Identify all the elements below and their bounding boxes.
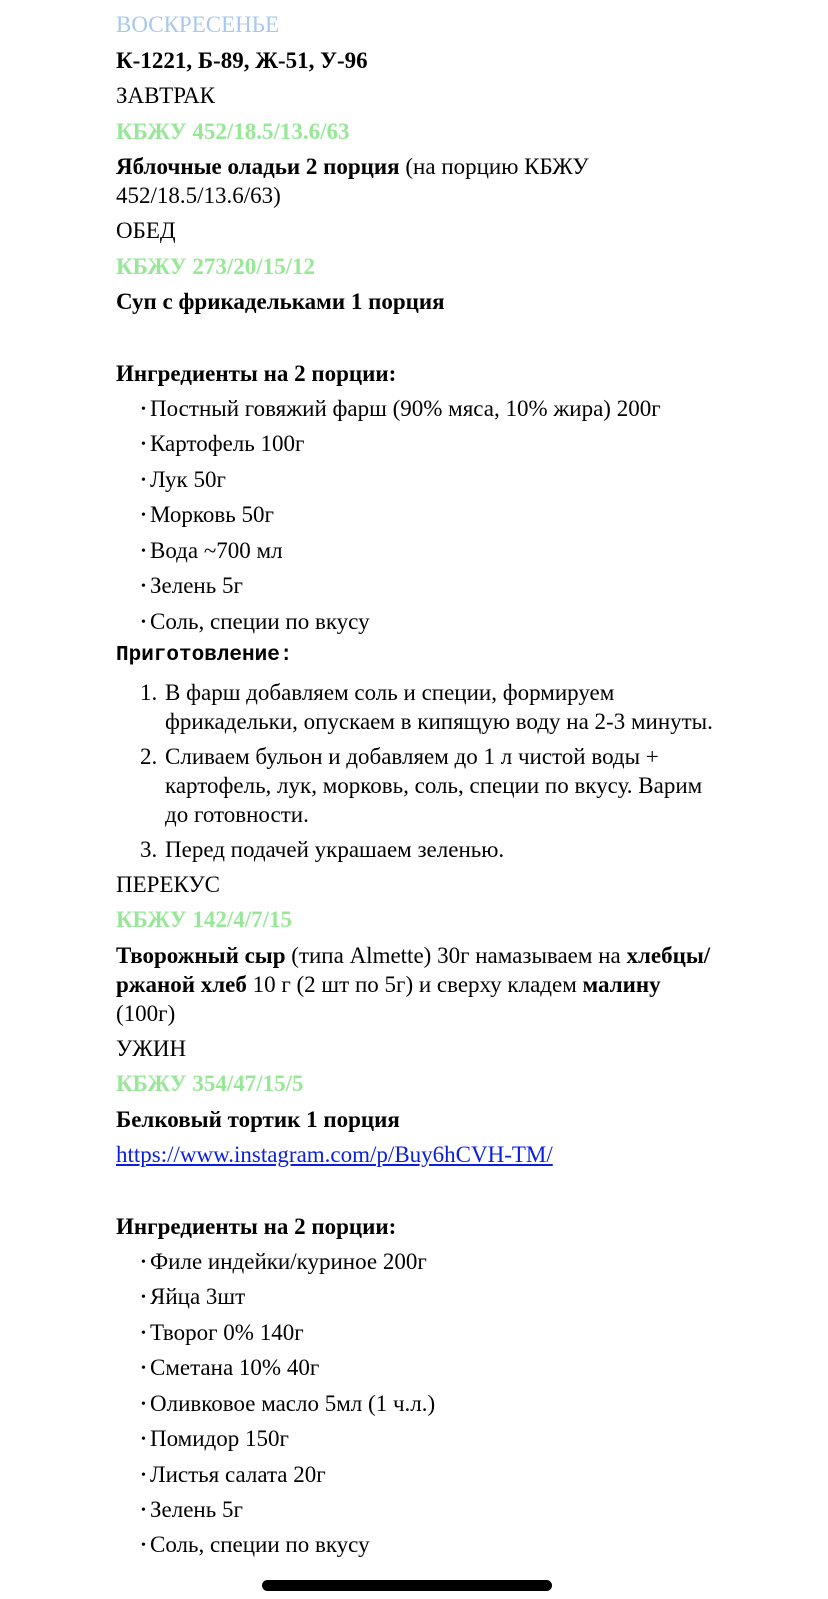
daily-totals: К-1221, Б-89, Ж-51, У-96 (116, 48, 368, 73)
bullet-icon: • (141, 473, 146, 488)
bullet-icon: • (141, 402, 146, 417)
breakfast-dish-name: Яблочные оладьи 2 порция (116, 154, 400, 179)
dinner-kbju: КБЖУ 354/47/15/5 (116, 1071, 304, 1096)
bullet-icon: • (141, 1432, 146, 1447)
breakfast-dish-note: (на порцию КБЖУ (399, 154, 589, 179)
snack-text-line1: Творожный сыр (типа Almette) 30г намазываем на хлебцы/ (116, 943, 711, 968)
lunch-dish: Суп с фрикадельками 1 порция (116, 289, 445, 314)
step-item: 3. Перед подачей украшаем зеленью. (140, 837, 505, 862)
bullet-icon: • (141, 1397, 146, 1412)
dinner-ingredients-title: Ингредиенты на 2 порции: (116, 1214, 397, 1239)
breakfast-kbju: КБЖУ 452/18.5/13.6/63 (116, 119, 350, 144)
list-item: • Филе индейки/куриное 200г (141, 1247, 427, 1277)
list-item: • Постный говяжий фарш (90% мяса, 10% жира) 200г (141, 394, 661, 424)
list-item: • Соль, специи по вкусу (141, 607, 370, 637)
list-item: • Зелень 5г (141, 1495, 243, 1525)
snack-text-line2: ржаной хлеб 10 г (2 шт по 5г) и сверху кладем малину (116, 972, 661, 997)
bullet-icon: • (141, 508, 146, 523)
bullet-icon: • (141, 1468, 146, 1483)
breakfast-dish (116, 152, 589, 181)
list-item: • Помидор 150г (141, 1424, 289, 1454)
breakfast-heading: ЗАВТРАК (116, 83, 216, 108)
bullet-icon: • (141, 1361, 146, 1376)
list-item: • Оливковое масло 5мл (1 ч.л.) (141, 1389, 435, 1419)
step-item: 2. Сливаем бульон и добавляем до 1 л чистой воды + картофель, лук, морковь, соль, специи по вкусу. Варим до готовности. (140, 744, 703, 827)
bullet-icon: • (141, 1290, 146, 1305)
list-item: • Морковь 50г (141, 500, 274, 530)
step-item: 1. В фарш добавляем соль и специи, формируем фрикадельки, опускаем в кипящую воду на 2-3 минуты. (140, 680, 713, 734)
lunch-ingredients-title: Ингредиенты на 2 порции: (116, 361, 397, 386)
list-item: • Яйца 3шт (141, 1282, 245, 1312)
bullet-icon: • (141, 1503, 146, 1518)
list-item: • Творог 0% 140г (141, 1318, 304, 1348)
bullet-icon: • (141, 437, 146, 452)
bullet-icon: • (141, 1538, 146, 1553)
instagram-link-line (116, 1140, 553, 1169)
list-item: • Соль, специи по вкусу (141, 1530, 370, 1560)
day-label: ВОСКРЕСЕНЬЕ (116, 12, 280, 37)
list-item: • Вода ~700 мл (141, 536, 283, 566)
instagram-link[interactable]: https://www.instagram.com/p/Buy6hCVH-TM/ (116, 1142, 553, 1167)
list-item: • Лук 50г (141, 465, 226, 495)
bullet-icon: • (141, 1255, 146, 1270)
list-item: • Сметана 10% 40г (141, 1353, 319, 1383)
breakfast-dish-note-cont: 452/18.5/13.6/63) (116, 183, 281, 208)
snack-text-line3: (100г) (116, 1001, 176, 1026)
dinner-dish: Белковый тортик 1 порция (116, 1107, 400, 1132)
snack-kbju: КБЖУ 142/4/7/15 (116, 907, 293, 932)
lunch-heading: ОБЕД (116, 218, 176, 243)
bullet-icon: • (141, 1326, 146, 1341)
list-item: • Зелень 5г (141, 571, 243, 601)
snack-heading: ПЕРЕКУС (116, 872, 221, 897)
lunch-kbju: КБЖУ 273/20/15/12 (116, 254, 316, 279)
list-item: • Листья салата 20г (141, 1460, 326, 1490)
bullet-icon: • (141, 615, 146, 630)
dinner-heading: УЖИН (116, 1036, 187, 1061)
list-item: • Картофель 100г (141, 429, 304, 459)
bullet-icon: • (141, 579, 146, 594)
preparation-title: Приготовление: (116, 644, 293, 667)
home-indicator[interactable] (262, 1580, 552, 1591)
bullet-icon: • (141, 544, 146, 559)
